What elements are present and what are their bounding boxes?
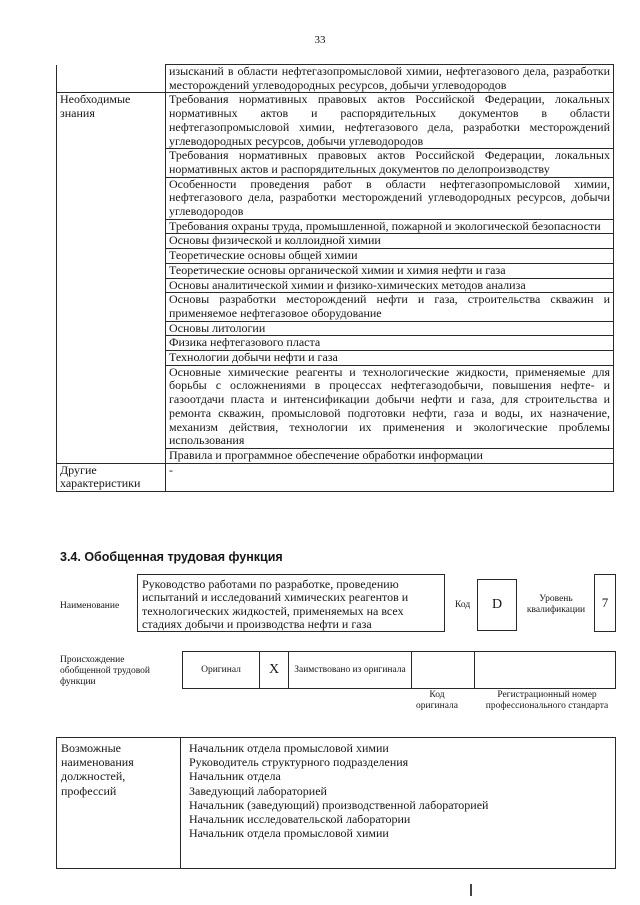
position-item: Руководитель структурного подразделения <box>189 755 409 770</box>
code-original-cell <box>412 652 475 689</box>
knowledge-item: Требования нормативных правовых актов Российской Федерации, локальных нормативных актов и распорядительных документов в области нефтегазопромысловой химии, нефтегазового дела, разработки месторождений углеводородных ресурсов, добычи углеводородов <box>166 93 614 149</box>
knowledge-item: Физика нефтегазового пласта <box>166 336 614 351</box>
knowledge-item: Требования нормативных правовых актов Российской Федерации, локальных нормативных актов и распорядительных документов по делопроизводству <box>166 149 614 177</box>
section-title: 3.4. Обобщенная трудовая функция <box>60 550 283 564</box>
origin-label: Происхождение обобщенной трудовой функции <box>60 655 150 687</box>
knowledge-item: Особенности проведения работ в области нефтегазопромысловой химии, нефтегазового дела, разработки месторождений углеводородных ресурсов, добычи углеводородов <box>166 177 614 219</box>
position-item: Начальник отдела <box>189 769 281 784</box>
table-row <box>57 93 614 149</box>
empty-label-cell <box>57 65 166 93</box>
knowledge-item: Основы литологии <box>166 321 614 336</box>
table-row <box>57 463 614 491</box>
position-item: Начальник (заведующий) производственной лабораторией <box>189 797 489 812</box>
table-row <box>183 652 616 689</box>
table-row <box>57 65 614 93</box>
other-characteristics-value: - <box>166 463 614 491</box>
position-item: Начальник отдела промысловой химии <box>189 826 389 841</box>
knowledge-item: Теоретические основы органической химии и химия нефти и газа <box>166 263 614 278</box>
needed-knowledge-label: Необходимые знания <box>57 93 166 463</box>
original-mark: X <box>260 652 289 689</box>
reg-number-label: Регистрационный номер профессионального стандарта <box>485 690 609 711</box>
knowledge-item: Основы аналитической химии и физико-химических методов анализа <box>166 278 614 293</box>
reg-number-cell <box>475 652 616 689</box>
code-value: D <box>477 579 517 631</box>
knowledge-item: Основные химические реагенты и технологические жидкости, применяемые для борьбы с осложнениями в процессах нефтегазодобычи, повышения нефте- и газоотдачи пласта и интенсификации добычи нефти и газа, для строительства и ремонта скважин, промысловой подготовки нефти, газа и воды, их назначение, механизм действия, технологии их применения и экологические проблемы использования <box>166 365 614 448</box>
scan-mark <box>470 884 472 896</box>
name-label: Наименование <box>60 601 120 611</box>
position-item: Заведующий лабораторией <box>189 783 327 798</box>
qualification-level-label: Уровень квалификации <box>526 594 586 615</box>
knowledge-item: Теоретические основы общей химии <box>166 249 614 264</box>
original-label: Оригинал <box>183 652 260 689</box>
position-item: Начальник исследовательской лаборатории <box>189 812 411 827</box>
knowledge-item: Основы разработки месторождений нефти и газа, строительства скважин и применяемое нефтегазовое оборудование <box>166 293 614 321</box>
code-original-label: Код оригинала <box>416 690 458 711</box>
positions-table <box>56 737 616 869</box>
table-row <box>57 738 616 869</box>
borrowed-label: Заимствовано из оригинала <box>289 652 412 689</box>
page-number: 33 <box>314 34 326 46</box>
knowledge-item: Требования охраны труда, промышленной, пожарной и экологической безопасности <box>166 219 614 234</box>
positions-list <box>181 738 616 869</box>
position-item: Начальник отдела промысловой химии <box>189 741 389 755</box>
qualification-level-value: 7 <box>594 574 616 632</box>
knowledge-item: Основы физической и коллоидной химии <box>166 234 614 249</box>
knowledge-item: Технологии добычи нефти и газа <box>166 351 614 366</box>
continuation-text: изысканий в области нефтегазопромысловой химии, нефтегазового дела, разработки месторождений углеводородных ресурсов, добычи углеводородов <box>166 65 614 93</box>
knowledge-item: Правила и программное обеспечение обработки информации <box>166 448 614 463</box>
positions-label: Возможные наименования должностей, профессий <box>57 738 181 869</box>
knowledge-table <box>56 64 614 492</box>
code-label: Код <box>455 600 471 610</box>
function-name-value: Руководство работами по разработке, проведению испытаний и исследований химических реагентов и технологических жидкостей, применяемых на всех стадиях добычи и производства нефти и газа <box>137 574 445 632</box>
origin-table <box>182 651 616 689</box>
other-characteristics-label: Другие характеристики <box>57 463 166 491</box>
